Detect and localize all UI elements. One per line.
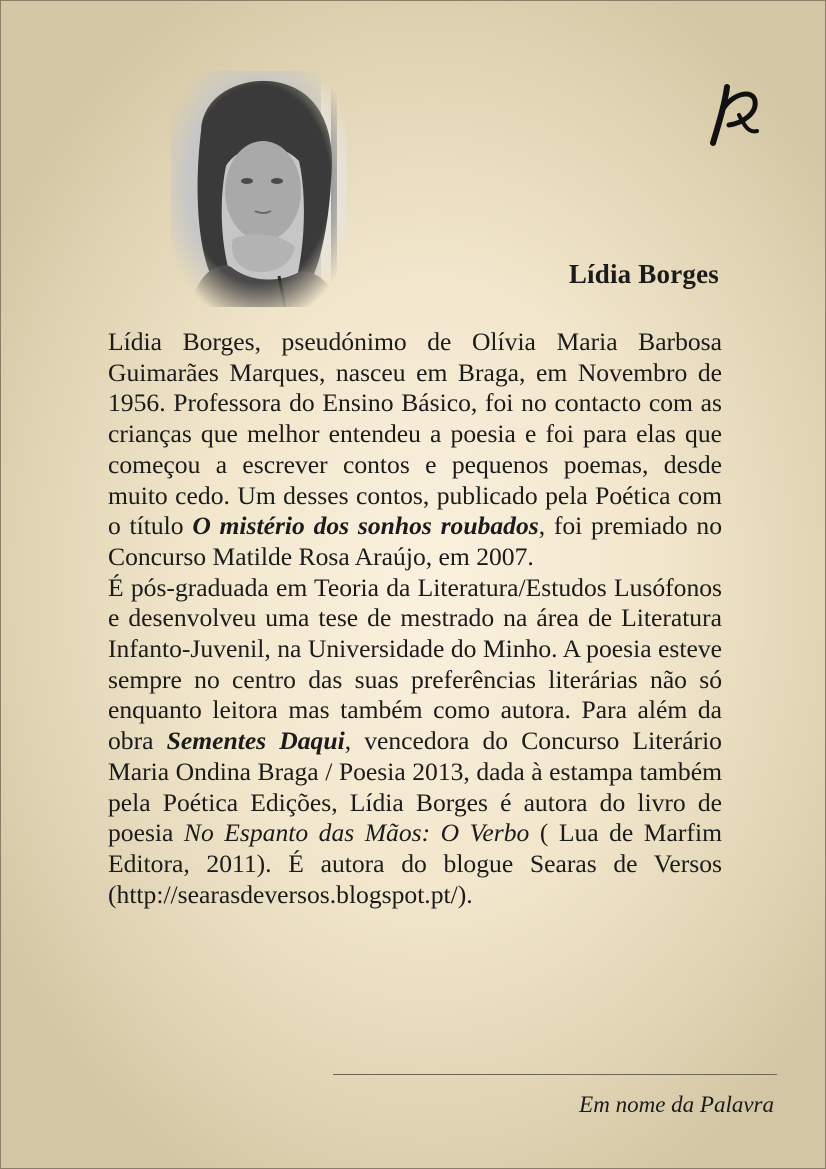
footer-divider (333, 1074, 777, 1075)
publisher-p-logo-icon (705, 79, 761, 149)
book-title: No Espanto das Mãos: O Verbo (183, 818, 530, 848)
biography (108, 327, 722, 910)
bio-paragraph-1: Lídia Borges, pseudónimo de Olívia Maria Barbosa Guimarães Marques, nasceu em Braga, em Novembro de 1956. Professora do Ensino Básico, foi no contacto com as crianças que melhor entendeu a poesia e foi para elas que começou a escrever contos e pequenos poemas, desde muito cedo. Um desses contos, publicado pela Poética com o título O mistério dos sonhos roubados, foi premiado no Concurso Matilde Rosa Araújo, em 2007. (108, 327, 722, 571)
book-title: O mistério dos sonhos roubados (192, 511, 539, 541)
author-portrait (171, 71, 347, 307)
author-name: Lídia Borges (568, 259, 719, 289)
footer-text: Em nome da Palavra (579, 1092, 774, 1117)
book-title: Sementes Daqui (166, 726, 345, 756)
bio-paragraph-2: É pós-graduada em Teoria da Literatura/Estudos Lusófonos e desenvolveu uma tese de mestrado na área de Literatura Infanto-Juvenil, na Universidade do Minho. A poesia esteve sempre no centro das suas preferências literárias não só enquanto leitora mas também como autora. Para além da obra Sementes Daqui, vencedora do Concurso Literário Maria Ondina Braga / Poesia 2013, dada à estampa também pela Poética Edições, Lídia Borges é autora do livro de poesia No Espanto das Mãos: O Verbo ( Lua de Marfim Editora, 2011). É autora do blogue Searas de Versos (http://searasdeversos.blogspot.pt/). (108, 572, 722, 909)
